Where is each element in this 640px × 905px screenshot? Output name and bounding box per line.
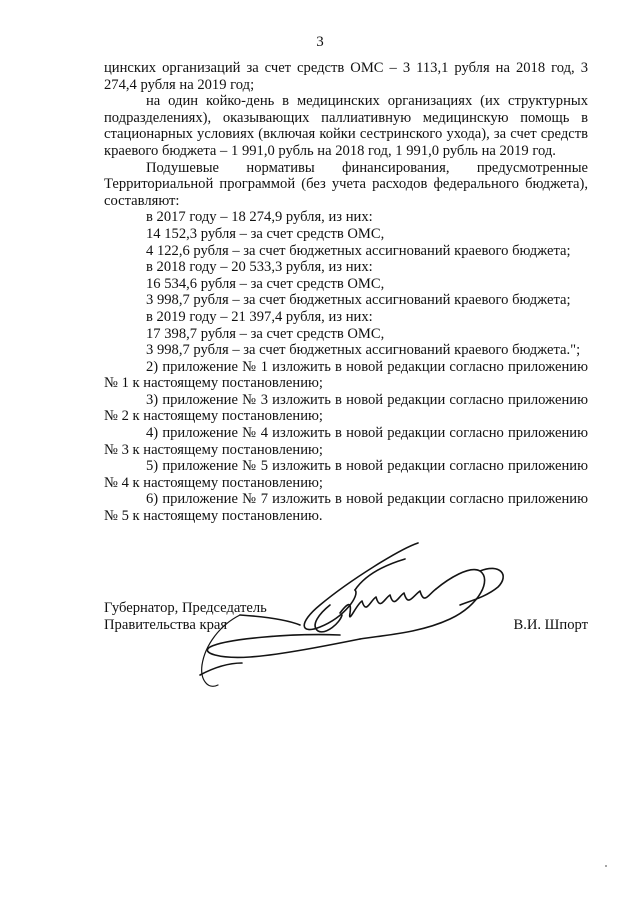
paragraph: в 2019 году – 21 397,4 рубля, из них: (146, 308, 373, 325)
paragraph: 17 398,7 рубля – за счет средств ОМС, (146, 325, 385, 342)
scan-artifact-dot (605, 865, 607, 867)
paragraph: 3 998,7 рубля – за счет бюджетных ассигнований краевого бюджета."; (146, 342, 581, 359)
page-number: 3 (316, 34, 324, 50)
paragraph: 14 152,3 рубля – за счет средств ОМС, (146, 225, 385, 242)
paragraph: цинских организаций за счет средств ОМС – 3 113,1 рубля на 2018 год, 3 274,4 рубля на 2019 год; (104, 60, 588, 93)
paragraph: в 2017 году – 18 274,9 рубля, из них: (146, 209, 373, 226)
paragraph: 3 998,7 рубля – за счет бюджетных ассигнований краевого бюджета; (146, 292, 571, 309)
paragraph: 5) приложение № 5 изложить в новой редакции согласно приложению № 4 к настоящему постановлению; (104, 458, 588, 491)
signatory-position-line2: Правительства края (104, 616, 228, 633)
paragraph: 2) приложение № 1 изложить в новой редакции согласно приложению № 1 к настоящему постановлению; (104, 358, 588, 392)
paragraph: 3) приложение № 3 изложить в новой редакции согласно приложению № 2 к настоящему постановлению; (104, 391, 588, 425)
paragraph: 4) приложение № 4 изложить в новой редакции согласно приложению № 3 к настоящему постановлению; (104, 425, 588, 458)
signatory-position-line1: Губернатор, Председатель (104, 600, 267, 616)
paragraph: на один койко-день в медицинских организациях (их структурных подразделениях), оказывающих паллиативную медицинскую помощь в стационарных условиях (включая койки сестринского ухода), за счет средств краевого бюджета – 1 991,0 рубль на 2018 год, 1 991,0 рубль на 2019 год. (104, 93, 588, 159)
paragraph: 6) приложение № 7 изложить в новой редакции согласно приложению № 5 к настоящему постановлению. (104, 491, 588, 525)
paragraph: 4 122,6 рубля – за счет бюджетных ассигнований краевого бюджета; (146, 242, 571, 259)
paragraph: Подушевые нормативы финансирования, предусмотренные Территориальной программой (без учета расходов федерального бюджета), составляют: (104, 159, 588, 209)
signatory-name: В.И. Шпорт (513, 616, 588, 633)
paragraph: в 2018 году – 20 533,3 рубля, из них: (146, 259, 373, 276)
paragraph: 16 534,6 рубля – за счет средств ОМС, (146, 275, 385, 292)
signature-block (104, 600, 588, 640)
document-body (104, 60, 588, 525)
